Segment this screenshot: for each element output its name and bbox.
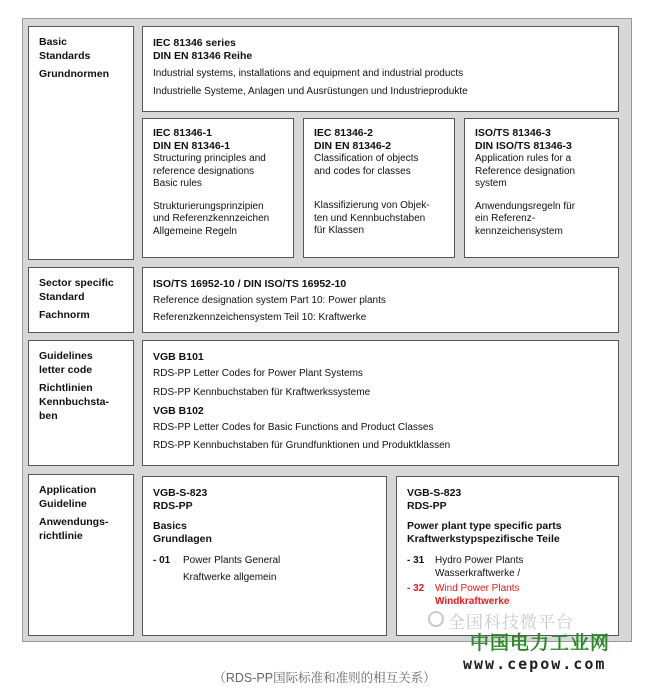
row-label-basic-standards <box>28 26 134 260</box>
box-text: Klassifizierung von Objek- <box>314 200 430 211</box>
box-title: ISO/TS 81346-3 <box>475 127 551 139</box>
box-text: system <box>475 178 507 189</box>
box-title: ISO/TS 16952-10 / DIN ISO/TS 16952-10 <box>153 278 347 290</box>
box-text: ein Referenz- <box>475 213 536 224</box>
box-text: Industrielle Systeme, Anlagen und Ausrüstungen und Industrieprodukte <box>153 85 468 97</box>
item-text: Power Plants General <box>183 555 281 566</box>
item-text: Windkraftwerke <box>435 595 510 607</box>
row-label-line: letter code <box>39 364 93 376</box>
box-title: RDS-PP <box>407 500 447 512</box>
box-text: RDS-PP Letter Codes for Basic Functions and Product Classes <box>153 422 434 433</box>
box-heading: Kraftwerkstypspezifische Teile <box>407 533 560 545</box>
box-title: VGB-S-823 <box>153 487 208 499</box>
list-item <box>153 555 376 584</box>
box-text: Structuring principles and <box>153 153 266 164</box>
row-label-line: Sector specific <box>39 277 114 289</box>
watermark-text: 全国科技微平台 <box>448 613 574 633</box>
row-label-line: ben <box>39 410 58 422</box>
row-label-line: richtlinie <box>39 530 83 542</box>
box-title: VGB B102 <box>153 405 204 417</box>
list-item-highlighted <box>407 583 608 608</box>
box-text: Reference designation <box>475 165 576 177</box>
box-title: DIN EN 81346 Reihe <box>153 50 253 62</box>
vgb-guidelines-box <box>142 340 619 466</box>
figure-caption: （RDS-PP国际标准和准则的相互关系） <box>213 671 436 685</box>
item-code: - 32 <box>407 583 425 594</box>
iso-ts-81346-3-box <box>464 118 619 258</box>
row-label-line: Application <box>39 484 97 496</box>
box-heading: Power plant type specific parts <box>407 520 562 532</box>
box-text: ten und Kennbuchstaben <box>314 212 426 224</box>
box-text: Application rules for a <box>475 153 572 164</box>
box-text: Anwendungsregeln für <box>475 200 576 212</box>
box-title: DIN ISO/TS 81346-3 <box>475 140 572 152</box>
iec-81346-series-box <box>142 26 619 112</box>
box-title: VGB B101 <box>153 351 204 363</box>
box-text: und Referenzkennzeichen <box>153 213 270 224</box>
box-text: Basic rules <box>153 178 202 189</box>
item-text: Wind Power Plants <box>435 583 520 594</box>
box-text: and codes for classes <box>314 165 411 177</box>
iso-ts-16952-10-box <box>142 267 619 333</box>
box-text: kennzeichensystem <box>475 225 563 237</box>
wechat-icon <box>428 611 444 627</box>
box-title: DIN EN 81346-2 <box>314 140 392 152</box>
row-label-application-guideline <box>28 474 134 636</box>
box-title: DIN EN 81346-1 <box>153 140 231 152</box>
row-label-line: Guideline <box>39 498 87 510</box>
box-title: IEC 81346-1 <box>153 127 212 139</box>
watermark-url: www.cepow.com <box>463 655 607 673</box>
box-text: Referenzkennzeichensystem Teil 10: Kraftwerke <box>153 311 367 323</box>
watermark-brand: 中国电力工业网 <box>470 632 611 654</box>
row-label-line: Grundnormen <box>39 68 109 80</box>
row-label-sector-standard <box>28 267 134 333</box>
item-code: - 31 <box>407 555 425 566</box>
iec-81346-2-box <box>303 118 455 258</box>
box-text: Allgemeine Regeln <box>153 225 237 237</box>
row-label-line: Guidelines <box>39 350 93 362</box>
row-label-line: Anwendungs- <box>39 516 109 528</box>
vgb-s-823-basics-box <box>142 476 387 636</box>
box-text: Classification of objects <box>314 153 419 164</box>
item-code: - 01 <box>153 555 171 566</box>
box-text: für Klassen <box>314 225 365 236</box>
row-label-line: Standard <box>39 291 85 303</box>
row-label-line: Richtlinien <box>39 382 93 394</box>
box-title: IEC 81346 series <box>153 37 236 49</box>
box-heading: Grundlagen <box>153 533 212 545</box>
row-label-guidelines <box>28 340 134 466</box>
item-text: Hydro Power Plants <box>435 555 524 566</box>
box-title: VGB-S-823 <box>407 487 462 499</box>
item-text: Kraftwerke allgemein <box>183 571 277 583</box>
box-text: Industrial systems, installations and equipment and industrial products <box>153 68 464 79</box>
box-title: RDS-PP <box>153 500 193 512</box>
box-text: RDS-PP Kennbuchstaben für Grundfunktionen und Produktklassen <box>153 439 451 451</box>
row-label-line: Standards <box>39 50 91 62</box>
box-heading: Basics <box>153 520 187 532</box>
row-label-line: Basic <box>39 36 68 48</box>
box-text: Strukturierungsprinzipien <box>153 200 264 212</box>
item-text: Wasserkraftwerke / <box>435 567 521 579</box>
box-text: RDS-PP Kennbuchstaben für Kraftwerkssysteme <box>153 386 371 398</box>
iec-81346-1-box <box>142 118 294 258</box>
box-text: reference designations <box>153 165 255 177</box>
box-title: IEC 81346-2 <box>314 127 373 139</box>
row-label-line: Fachnorm <box>39 309 90 321</box>
row-label-line: Kennbuchsta- <box>39 396 110 408</box>
list-item <box>407 555 608 580</box>
box-text: Reference designation system Part 10: Power plants <box>153 295 386 306</box>
box-text: RDS-PP Letter Codes for Power Plant Systems <box>153 368 363 379</box>
